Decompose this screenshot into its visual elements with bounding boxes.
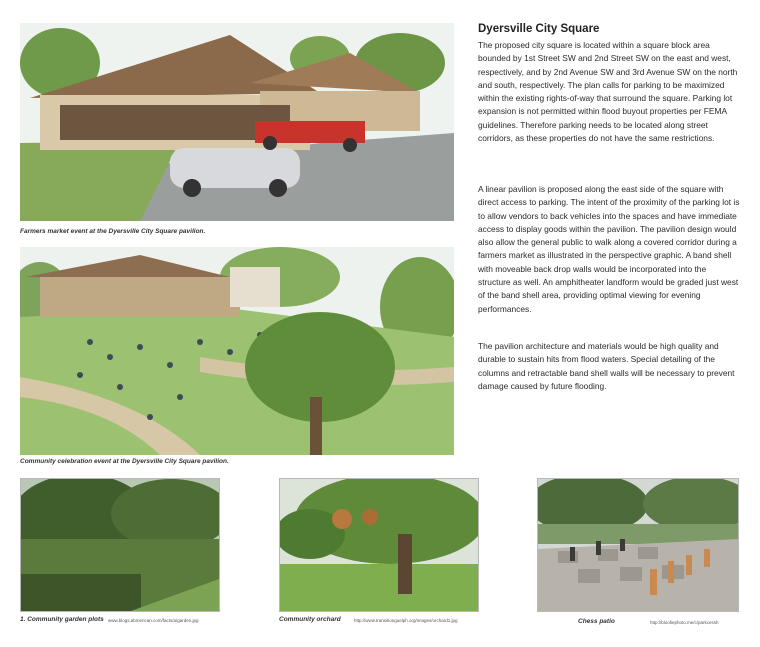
chess-caption: Chess patio [578, 618, 615, 625]
farmers-market-caption: Farmers market event at the Dyersville City Square pavilion. [20, 228, 206, 235]
community-garden-photo [20, 478, 220, 612]
article-paragraph-3: The pavilion architecture and materials would be high quality and durable to sustain hits from flood waters. Special detailing of the columns and retractable band shell walls will be necessary to prevent damage caused by future flooding. [478, 341, 735, 391]
chess-source: http://bloofiephoto.me/c/parkcessh [650, 620, 719, 625]
garden-source: www.blogs.abmerican.com/facts/a/garden.jpg [108, 618, 199, 623]
garden-caption: 1. Community garden plots [20, 616, 104, 623]
farmers-market-illustration [20, 23, 454, 221]
community-event-caption: Community celebration event at the Dyersville City Square pavilion. [20, 458, 229, 465]
orchard-source: http://www.transitionguelph.org/images/orchard1.jpg [354, 618, 458, 623]
article-paragraph-2: A linear pavilion is proposed along the east side of the square with direct access to parking. The intent of the proximity of the parking lot is to allow vendors to back vehicles into the spaces and have immediate access to display goods within the pavilion. The pavilion design would also allow the general public to walk along a covered corridor during a farmers market as illustrated in the perspective graphic. A band shell with moveable back drop walls would be incorporated into the structure as well. An amphitheater landform would be graded just west of the band shell area, providing optimal viewing for evening performances. [478, 184, 740, 314]
orchard-caption: Community orchard [279, 616, 341, 623]
community-event-illustration [20, 247, 454, 455]
article-paragraph-1: The proposed city square is located within a square block area bounded by 1st Street SW and 2nd Street SW on the east and west, respectively, and by 2nd Avenue SW and 3rd Avenue SW on the north and south, respectively. The plan calls for parking to be maximized within the existing rights-of-way that surround the square. Parking lot expansion is not permitted within flood buyout properties per FEMA guidelines. Therefore parking needs to be located along street corridors, as these properties do not have the same restrictions. [478, 40, 738, 144]
chess-patio-photo [537, 478, 739, 612]
community-orchard-photo [279, 478, 479, 612]
article-title: Dyersville City Square [478, 23, 600, 35]
